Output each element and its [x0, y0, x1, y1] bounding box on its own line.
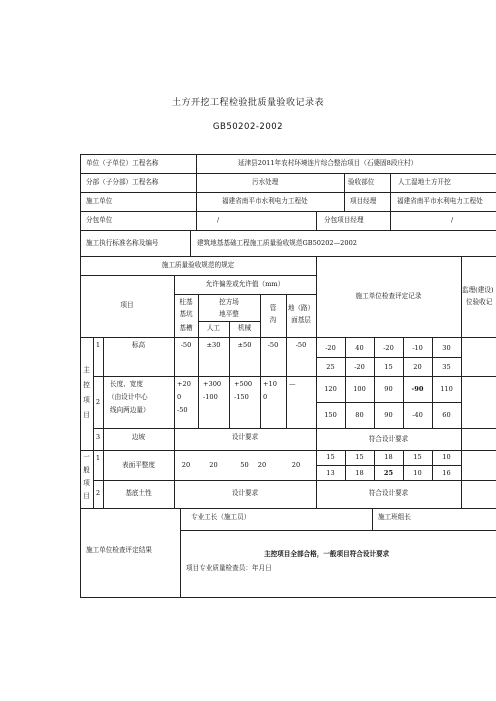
measure-cell: 13	[326, 469, 335, 477]
manual-header: 人工	[206, 324, 221, 332]
sub-pm-label: 分包项目经理	[324, 216, 364, 224]
pit-header-2: 基坑	[179, 310, 193, 318]
measure-cell: 15	[384, 363, 393, 371]
standard-label: 施工执行标准名称及编号	[86, 239, 159, 247]
measure-cell: 15	[413, 453, 422, 461]
spec-cell: 20	[209, 461, 218, 469]
spec-cell: -50	[267, 341, 279, 349]
measure-cell: -20	[325, 344, 336, 352]
spec-cell: 20	[291, 461, 301, 469]
row-number: 1	[95, 341, 101, 349]
project-manager-label: 项目经理	[350, 197, 377, 205]
spec-cell: 20	[257, 461, 267, 469]
measure-cell: 20	[413, 363, 422, 371]
soil-result: 符合设计要求	[368, 489, 409, 497]
measure-cell: 150	[324, 411, 337, 419]
spec-cell: 0	[177, 393, 182, 401]
spec-cell: 50	[240, 461, 249, 469]
eval-result-label: 施工单位检查评定结果	[86, 546, 152, 554]
spec-cell: +300	[203, 380, 222, 388]
foreman-label: 专业工长（施工员）	[191, 513, 251, 521]
measure-cell: 16	[442, 469, 451, 477]
measure-cell: 18	[355, 469, 364, 477]
measure-cell: -20	[354, 363, 365, 371]
item-length-width-1: 长度、宽度	[110, 380, 143, 388]
spec-cell: -50	[177, 406, 188, 414]
row-number: 2	[95, 398, 101, 406]
measure-cell: 90	[384, 385, 393, 393]
general-label-3: 项	[83, 479, 90, 487]
spec-cell: +10	[263, 380, 277, 388]
measure-cell: 25	[326, 363, 335, 371]
spec-cell: -100	[203, 393, 218, 401]
pit-header-3: 基槽	[179, 324, 193, 332]
measure-cell: 60	[442, 411, 451, 419]
measure-cell: 40	[355, 344, 364, 352]
part-value: 人工湿地土方开挖	[398, 178, 451, 186]
measure-cell: 15	[326, 453, 335, 461]
part-label: 验收部位	[348, 178, 375, 186]
item-length-width-3: 线向两边量）	[110, 406, 150, 414]
measure-cell: 80	[355, 411, 364, 419]
subunit-name-label: 分部（子分部）工程名称	[86, 178, 159, 186]
road-header-1: 地（路）	[287, 304, 315, 312]
main-label-4: 目	[83, 411, 90, 419]
measure-cell: 18	[384, 453, 393, 461]
measure-cell: 15	[355, 453, 364, 461]
measure-cell: -40	[412, 411, 423, 419]
main-label-1: 主	[83, 366, 90, 374]
spec-cell: 0	[263, 393, 268, 401]
measure-cell: 90	[384, 411, 393, 419]
spec-cell: 20	[181, 461, 191, 469]
measure-cell: 120	[324, 385, 337, 393]
main-label-2: 控	[83, 381, 90, 389]
soil-spec: 设计要求	[231, 489, 259, 497]
supervision-header-2: 位验收记	[466, 298, 493, 306]
general-label-1: 一	[83, 453, 90, 461]
road-header-2: 面基层	[291, 316, 311, 324]
spec-cell: ±50	[237, 341, 252, 349]
subcontractor-label: 分包单位	[86, 216, 113, 224]
general-label-4: 目	[83, 492, 90, 500]
measure-cell: 110	[440, 385, 453, 393]
item-length-width-2: （由设计中心	[108, 393, 148, 401]
subunit-name-value: 污水处理	[252, 178, 279, 186]
quality-inspector-line: 项目专业质量检查员：年月日	[186, 564, 272, 572]
unit-name-label: 单位（子单位）工程名称	[86, 159, 159, 167]
field-header-2: 地平整	[219, 310, 239, 318]
spec-cell: ±30	[206, 341, 221, 349]
item-elevation: 标高	[131, 341, 146, 349]
project-manager-value: 福建省南平市水利电力工程处	[397, 197, 483, 205]
measure-cell: 25	[383, 469, 394, 477]
standard-code: GB50202-2002	[212, 122, 284, 132]
measure-cell: 35	[442, 363, 451, 371]
measure-cell: -90	[411, 385, 424, 393]
deviation-header: 允许偏差或允许值（mm）	[205, 280, 285, 288]
pipe-header-1: 管	[269, 304, 277, 312]
mech-header: 机械	[237, 324, 252, 332]
subcontractor-value: /	[217, 216, 220, 224]
spec-title: 施工质量验收规范的规定	[161, 261, 235, 269]
row-number: 3	[95, 433, 101, 441]
item-header: 项目	[120, 301, 134, 309]
item-flatness: 表面平整度	[122, 461, 155, 469]
field-header-1: 挖方场	[219, 298, 239, 306]
slope-result: 符合设计要求	[368, 435, 409, 443]
standard-value: 建筑地基基础工程施工质量验收规范GB50202—2002	[197, 239, 357, 247]
item-soil: 基底土性	[125, 489, 152, 497]
spec-cell: -150	[234, 393, 249, 401]
sub-pm-value: /	[451, 216, 454, 224]
supervision-header-1: 监理(建设)	[462, 286, 494, 294]
conclusion-text: 主控项目全部合格，一般项目符合设计要求	[264, 550, 390, 558]
spec-cell: -50	[180, 341, 192, 349]
pipe-header-2: 沟	[269, 316, 277, 324]
contractor-value: 福建省南平市水利电力工程处	[222, 197, 308, 205]
team-leader-label: 施工班组长	[378, 513, 411, 521]
measure-cell: 10	[442, 453, 451, 461]
main-label-3: 项	[83, 396, 90, 404]
slope-spec: 设计要求	[231, 433, 259, 441]
spec-cell: +500	[234, 380, 253, 388]
spec-cell: -50	[295, 341, 307, 349]
measure-cell: 100	[353, 385, 366, 393]
check-record-header: 施工单位检查评定记录	[355, 292, 422, 300]
item-slope: 边坡	[131, 433, 146, 441]
general-label-2: 般	[83, 466, 90, 474]
document-title: 土方开挖工程检验批质量验收记录表	[171, 98, 324, 108]
spec-cell: +20	[177, 380, 191, 388]
measure-cell: -10	[412, 344, 423, 352]
unit-name-value: 延津县2011年农村环境连片综合整治项目（石婆固8段庄村）	[238, 159, 418, 167]
row-number: 2	[95, 489, 101, 497]
contractor-label: 施工单位	[86, 197, 113, 205]
row-number: 1	[95, 454, 101, 462]
spec-cell: —	[289, 380, 296, 388]
pit-header-1: 柱基	[179, 298, 193, 306]
measure-cell: 30	[442, 344, 451, 352]
measure-cell: -20	[383, 344, 394, 352]
measure-cell: 10	[413, 469, 422, 477]
